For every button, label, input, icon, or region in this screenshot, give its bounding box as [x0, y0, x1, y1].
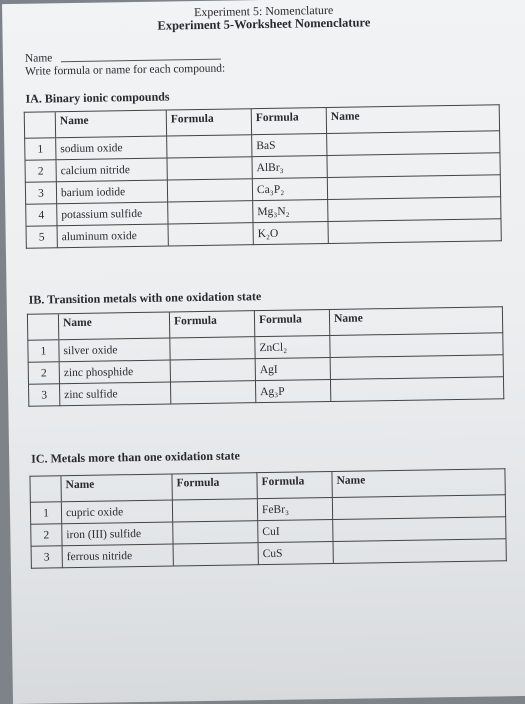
- compound-formula: CuI: [258, 519, 333, 542]
- compound-name: iron (III) sulfide: [62, 522, 173, 546]
- compound-name: potassium sulfide: [57, 202, 168, 226]
- worksheet-page: [2, 0, 525, 704]
- name-answer-cell[interactable]: [332, 495, 505, 520]
- col-header-formula: Formula: [251, 108, 326, 135]
- col-header-formula: Formula: [172, 473, 257, 500]
- name-answer-cell[interactable]: [333, 517, 506, 542]
- col-header-formula: Formula: [169, 311, 254, 338]
- compound-formula: K₂O: [253, 222, 328, 245]
- compound-formula: FeBr₃: [257, 497, 332, 520]
- col-header-name: Name: [55, 110, 166, 138]
- formula-answer-cell[interactable]: [173, 521, 258, 544]
- section-ia-title: IA. Binary ionic compounds: [25, 89, 170, 106]
- name-answer-cell[interactable]: [330, 333, 503, 358]
- formula-answer-cell[interactable]: [170, 359, 255, 382]
- header-spacer: [24, 112, 55, 138]
- formula-answer-cell[interactable]: [173, 543, 258, 566]
- name-answer-cell[interactable]: [330, 355, 503, 380]
- header-spacer: [27, 314, 58, 340]
- row-number: 1: [30, 502, 61, 524]
- compound-formula: BaS: [252, 134, 327, 157]
- row-number: 3: [25, 182, 56, 204]
- compound-formula: Ag₃P: [255, 379, 330, 402]
- formula-answer-cell[interactable]: [168, 201, 253, 224]
- name-answer-cell[interactable]: [330, 377, 503, 402]
- row-number: 3: [29, 384, 60, 406]
- row-number: 4: [26, 204, 57, 226]
- table-metals-multiple-states: [29, 468, 506, 568]
- name-answer-cell[interactable]: [327, 175, 500, 200]
- compound-formula: AgI: [255, 357, 330, 380]
- name-answer-cell[interactable]: [327, 131, 500, 156]
- row-number: 2: [28, 362, 59, 384]
- formula-answer-cell[interactable]: [168, 223, 253, 246]
- formula-answer-cell[interactable]: [167, 135, 252, 158]
- col-header-formula: Formula: [257, 471, 332, 498]
- compound-name: aluminum oxide: [57, 224, 168, 248]
- compound-name: calcium nitride: [56, 158, 167, 182]
- compound-formula: Ca₃P₂: [252, 178, 327, 201]
- formula-answer-cell[interactable]: [170, 381, 255, 404]
- name-blank-line[interactable]: [61, 59, 221, 63]
- name-answer-cell[interactable]: [327, 153, 500, 178]
- col-header-name: Name: [58, 312, 169, 340]
- col-header-name: Name: [326, 105, 499, 134]
- row-number: 1: [28, 340, 59, 362]
- row-number: 3: [31, 546, 62, 568]
- compound-name: zinc phosphide: [59, 360, 170, 384]
- compound-name: zinc sulfide: [60, 382, 171, 406]
- row-number: 2: [25, 160, 56, 182]
- table-transition-one-state: [27, 306, 504, 406]
- name-answer-cell[interactable]: [333, 539, 506, 564]
- row-number: 5: [26, 226, 57, 248]
- compound-formula: Mg₃N₂: [253, 200, 328, 223]
- col-header-name: Name: [332, 469, 505, 498]
- instructions: Write formula or name for each compound:: [25, 62, 226, 78]
- formula-answer-cell[interactable]: [167, 157, 252, 180]
- table-binary-ionic: [24, 104, 502, 248]
- section-ib-title: IB. Transition metals with one oxidation state: [28, 289, 262, 307]
- compound-name: ferrous nitride: [62, 544, 173, 568]
- section-ic-title: IC. Metals more than one oxidation state: [31, 448, 241, 466]
- compound-name: cupric oxide: [61, 500, 172, 524]
- compound-name: silver oxide: [59, 338, 170, 362]
- worksheet-title: Experiment 5-Worksheet Nomenclature: [157, 15, 371, 33]
- formula-answer-cell[interactable]: [170, 337, 255, 360]
- compound-formula: AlBr₃: [252, 156, 327, 179]
- row-number: 2: [31, 524, 62, 546]
- compound-name: sodium oxide: [56, 136, 167, 160]
- col-header-name: Name: [329, 307, 502, 336]
- compound-name: barium iodide: [56, 180, 167, 204]
- compound-formula: CuS: [258, 541, 333, 564]
- row-number: 1: [25, 138, 56, 160]
- col-header-formula: Formula: [166, 109, 251, 136]
- name-label: Name: [24, 52, 53, 65]
- name-answer-cell[interactable]: [328, 219, 501, 244]
- header-spacer: [30, 476, 61, 502]
- col-header-formula: Formula: [254, 310, 329, 337]
- col-header-name: Name: [61, 474, 172, 502]
- formula-answer-cell[interactable]: [167, 179, 252, 202]
- experiment-title: Experiment 5: Nomenclature: [193, 2, 334, 20]
- compound-formula: ZnCl₂: [255, 336, 330, 359]
- formula-answer-cell[interactable]: [172, 499, 257, 522]
- name-answer-cell[interactable]: [328, 197, 501, 222]
